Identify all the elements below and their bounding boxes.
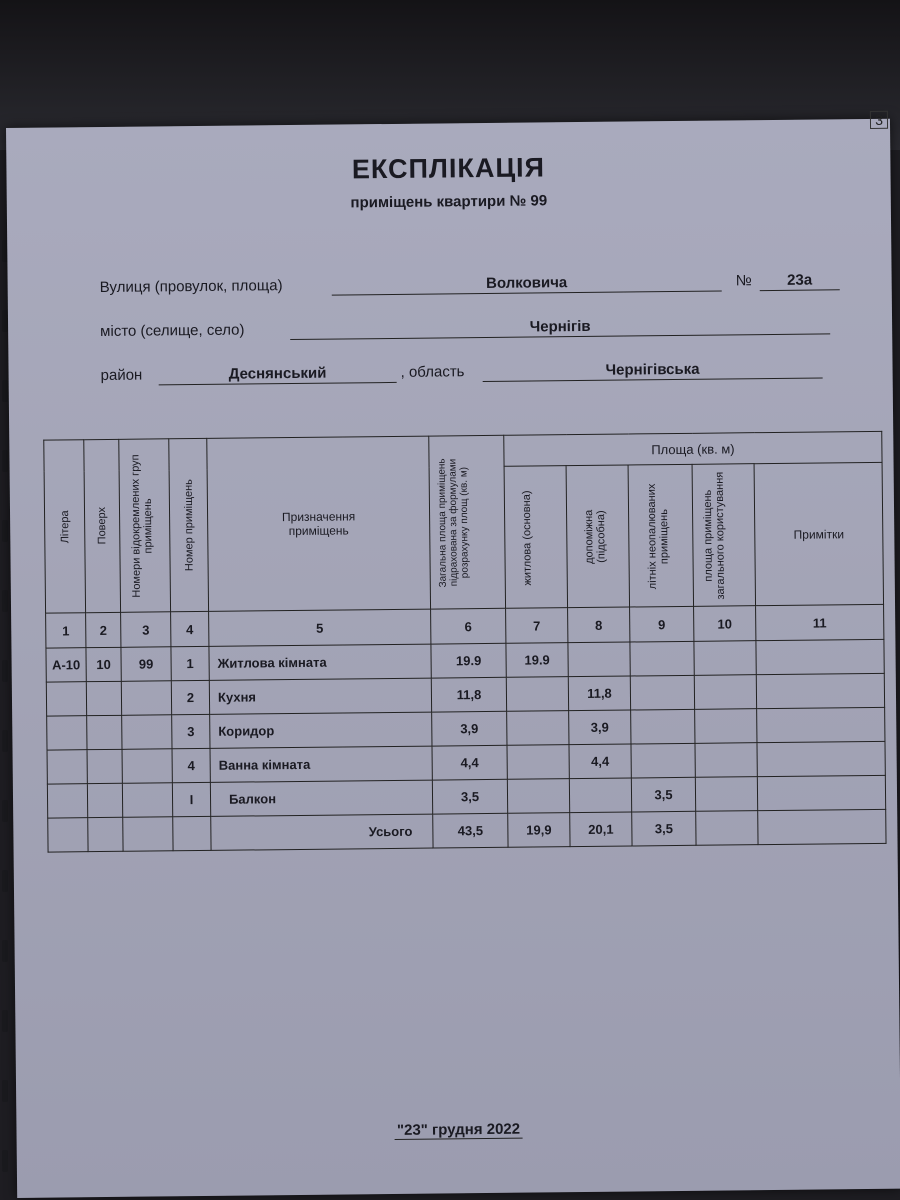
cell-summer-area — [631, 743, 695, 778]
region-label: , область — [400, 363, 465, 381]
cell-room-number: 4 — [172, 748, 210, 782]
document-sheet — [6, 111, 900, 1198]
cell-aux-area: 4,4 — [569, 744, 631, 779]
cell-floor — [86, 681, 121, 715]
cell-common-area — [694, 641, 756, 676]
cell-litera — [47, 716, 87, 750]
column-number: 5 — [209, 609, 431, 646]
column-number: 3 — [121, 612, 171, 648]
cell-litera — [47, 784, 87, 818]
cell-total-area: 19.9 — [431, 643, 506, 678]
header-common-use: площа приміщень загального користування — [692, 464, 755, 606]
region-value: Чернігівська — [482, 359, 822, 382]
aux-area-sum: 20,1 — [570, 812, 632, 847]
district-row — [9, 359, 893, 392]
district-label: район — [100, 366, 143, 385]
header-summer: літніх неопалюваних приміщень — [628, 465, 693, 607]
city-row — [8, 315, 892, 348]
header-floor: Поверх — [84, 439, 121, 612]
column-number: 1 — [46, 613, 86, 648]
cell-room-name: Коридор — [210, 712, 432, 748]
city-label: місто (селище, село) — [100, 321, 245, 341]
explication-table — [43, 431, 886, 853]
column-number: 8 — [568, 607, 630, 643]
cell-litera: А-10 — [46, 648, 86, 682]
header-room-number: Номер приміщень — [169, 438, 209, 611]
cell-group — [122, 715, 172, 750]
cell-living-area: 19.9 — [506, 643, 568, 678]
cell-common-area — [695, 777, 757, 812]
cell-room-name: Кухня — [209, 678, 431, 714]
cell-aux-area: 3,9 — [569, 710, 631, 745]
total-area-sum: 43,5 — [433, 813, 508, 848]
cell-summer-area — [631, 709, 695, 744]
number-label: № — [735, 272, 752, 290]
street-value: Волковича — [332, 273, 722, 296]
column-number: 6 — [431, 608, 506, 644]
document-title: ЕКСПЛІКАЦІЯ — [351, 152, 546, 185]
cell-group — [122, 749, 172, 784]
document-subtitle: приміщень квартири № 99 — [350, 192, 548, 212]
column-number: 9 — [630, 606, 694, 642]
cell-total-area: 3,5 — [432, 779, 507, 814]
header-area-group: Площа (кв. м) — [504, 431, 882, 466]
cell-litera — [46, 682, 86, 716]
living-area-sum: 19,9 — [508, 813, 570, 848]
cell-floor — [87, 783, 122, 817]
cell-group — [121, 681, 171, 716]
cell-group — [122, 783, 172, 818]
cell-group: 99 — [121, 647, 171, 682]
header-group-numbers: Номери відокремлених груп приміщень — [119, 439, 171, 613]
column-number: 4 — [171, 611, 209, 646]
column-number: 11 — [756, 604, 884, 640]
total-label: Усього — [211, 814, 433, 850]
cell-notes — [757, 741, 885, 776]
cell-floor — [87, 715, 122, 749]
header-litera: Літера — [44, 440, 86, 613]
cell-aux-area: 11,8 — [568, 676, 630, 711]
cell-common-area — [695, 743, 757, 778]
header-purpose: Призначення приміщень — [207, 436, 431, 611]
column-number: 7 — [506, 608, 568, 644]
cell-litera — [47, 750, 87, 784]
cell-common-area — [694, 675, 756, 710]
header-living: житлова (основна) — [504, 466, 567, 608]
cell-notes — [757, 707, 885, 742]
cell-notes — [756, 639, 884, 674]
column-number: 10 — [694, 606, 756, 642]
cell-summer-area — [630, 675, 694, 710]
cell-common-area — [695, 709, 757, 744]
cell-room-number: 3 — [172, 714, 210, 748]
cell-aux-area — [569, 778, 631, 813]
cell-room-number: 2 — [171, 680, 209, 714]
cell-room-number: I — [172, 782, 210, 816]
document-date: "23" грудня 2022 — [16, 1117, 900, 1143]
cell-room-name: Ванна кімната — [210, 746, 432, 782]
cell-living-area — [507, 745, 569, 780]
city-value: Чернігів — [290, 315, 830, 340]
street-label: Вулиця (провулок, площа) — [99, 277, 283, 297]
cell-floor: 10 — [86, 647, 121, 681]
header-total-area: Загальна площа приміщень підрахована за формулами розрахунку площ (кв. м) — [429, 435, 506, 609]
cell-notes — [756, 673, 884, 708]
cell-floor — [87, 749, 122, 783]
district-value: Деснянський — [159, 364, 397, 385]
cell-summer-area: 3,5 — [631, 777, 695, 812]
header-notes: Примітки — [754, 463, 884, 606]
cell-notes — [757, 775, 885, 810]
cell-living-area — [507, 779, 569, 814]
cell-total-area: 4,4 — [432, 745, 507, 780]
column-number: 2 — [86, 612, 121, 647]
cell-total-area: 3,9 — [432, 711, 507, 746]
street-row — [8, 271, 892, 304]
cell-living-area — [507, 711, 569, 746]
page-number: 3 — [870, 111, 888, 129]
cell-room-name: Житлова кімната — [209, 644, 431, 680]
header-auxiliary: допоміжна (підсобна) — [566, 465, 629, 607]
summer-area-sum: 3,5 — [632, 811, 696, 846]
cell-summer-area — [630, 641, 694, 676]
cell-room-name: Балкон — [210, 780, 432, 816]
cell-room-number: 1 — [171, 646, 209, 680]
cell-living-area — [506, 677, 568, 712]
cell-total-area: 11,8 — [431, 677, 506, 712]
cell-aux-area — [568, 642, 630, 677]
house-number-value: 23а — [760, 271, 840, 291]
